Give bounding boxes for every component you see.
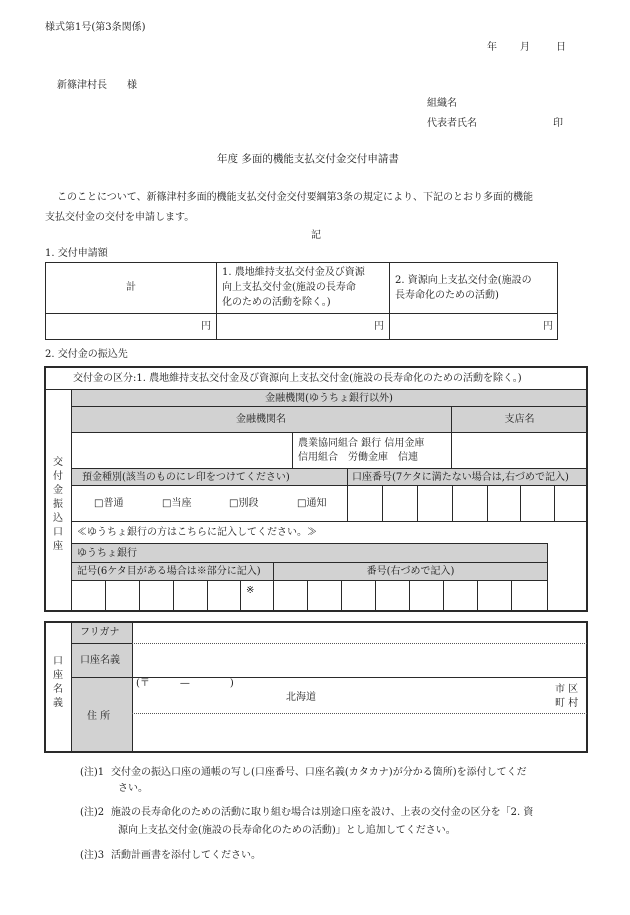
col-a-header-line3: 化のための活動を除く。) (222, 297, 331, 308)
bank-header: 金融機関(ゆうちょ銀行以外) (265, 393, 393, 404)
note1-line1: 交付金の振込口座の通帳の写し(口座番号、口座名義(カタカナ)が分かる箇所)を添付してくだ (111, 767, 527, 778)
kigo-label: 記号(6ケタ目がある場合は※部分に記入) (77, 566, 261, 577)
yen-unit-b: 円 (543, 321, 553, 332)
bank-types-line1: 農業協同組合 銀行 信用金庫 (298, 438, 425, 449)
note3-mark: (注)3 (80, 850, 105, 861)
bango-label: 番号(右づめで記入) (366, 566, 455, 577)
deposit-type-current[interactable]: □当座 (162, 498, 192, 509)
form-number: 様式第1号(第3条関係) (45, 22, 146, 33)
body-text-line1: このことについて、新篠津村多面的機能支払交付金交付要綱第3条の規定により、下記のとおり多面的機能 (57, 192, 533, 203)
date-month: 月 (520, 42, 530, 53)
side-label-transfer-2: 付 (53, 471, 63, 482)
account-name-label: 口座名義 (80, 655, 120, 666)
side-label-transfer-4: 振 (53, 499, 63, 510)
note3-line1: 活動計画書を添付してください。 (111, 850, 261, 861)
note2-line1: 施設の長寿命化のための活動に取り組む場合は別途口座を設け、上表の交付金の区分を「2. 資 (111, 807, 534, 818)
addressee: 新篠津村長 様 (57, 80, 137, 91)
category-label: 交付金の区分:1. 農地維持支払交付金及び資源向上支払交付金(施設の長寿命化のための活動を除く。) (73, 373, 522, 384)
furigana-label: フリガナ (80, 627, 120, 638)
side-label-transfer-7: 座 (53, 541, 63, 552)
deposit-type-ordinary[interactable]: □普通 (94, 498, 124, 509)
deposit-type-notice[interactable]: □通知 (297, 498, 327, 509)
col-b-header-line2: 長寿命化のための活動) (395, 290, 499, 301)
hokkaido-label: 北海道 (286, 692, 316, 703)
side-label-transfer-1: 交 (53, 457, 63, 468)
side-label-transfer-6: 口 (53, 527, 63, 538)
postal-code-field[interactable]: (〒 — ) (136, 678, 234, 689)
col-a-header-line2: 向上支払交付金(施設の長寿命 (222, 282, 356, 293)
page-title: 年度 多面的機能支払交付金交付申請書 (217, 153, 399, 165)
branch-label: 支店名 (504, 414, 535, 425)
note1-mark: (注)1 (80, 767, 105, 778)
col-total-header: 計 (126, 282, 136, 293)
date-year: 年 (487, 42, 497, 53)
col-b-header-line1: 2. 資源向上支払交付金(施設の (395, 275, 532, 286)
yen-unit-total: 円 (201, 321, 211, 332)
deposit-type-special[interactable]: □別段 (229, 498, 259, 509)
side-label-holder-1: 口 (53, 656, 63, 667)
body-text-line2: 支払交付金の交付を申請します。 (45, 212, 195, 223)
seal-mark: 印 (553, 118, 563, 129)
rep-label: 代表者氏名 (427, 118, 477, 129)
yucho-note: ≪ゆうちょ銀行の方はこちらに記入してください。≫ (77, 527, 317, 538)
bank-types-line2: 信用組合 労働金庫 信連 (298, 452, 418, 463)
side-label-holder-4: 義 (53, 698, 63, 709)
deposit-type-label: 預金種別(該当のものにレ印をつけてください) (82, 472, 290, 483)
yen-unit-a: 円 (374, 321, 384, 332)
yucho-label: ゆうちょ銀行 (77, 548, 137, 559)
note2-mark: (注)2 (80, 807, 105, 818)
town-village-label: 町 村 (555, 698, 579, 709)
col-a-header-line1: 1. 農地維持支払交付金及び資源 (222, 267, 365, 278)
section2-heading: 2. 交付金の振込先 (45, 349, 128, 360)
date-day: 日 (556, 42, 566, 53)
org-label: 組織名 (427, 98, 457, 109)
city-ward-label: 市 区 (555, 684, 579, 695)
section1-heading: 1. 交付申請額 (45, 248, 108, 259)
side-label-holder-3: 名 (53, 684, 63, 695)
bank-name-label: 金融機関名 (236, 414, 286, 425)
account-number-label: 口座番号(7ケタに満たない場合は,右づめで記入) (352, 472, 569, 483)
ki-label: 記 (311, 230, 321, 241)
kome-mark: ※ (246, 585, 255, 596)
side-label-holder-2: 座 (53, 670, 63, 681)
address-label: 住 所 (87, 711, 111, 722)
side-label-transfer-5: 込 (53, 513, 63, 524)
note2-line2: 源向上支払交付金(施設の長寿命化のための活動)」とし追加してください。 (118, 825, 456, 836)
note1-line2: さい。 (118, 783, 148, 794)
side-label-transfer-3: 金 (53, 485, 63, 496)
